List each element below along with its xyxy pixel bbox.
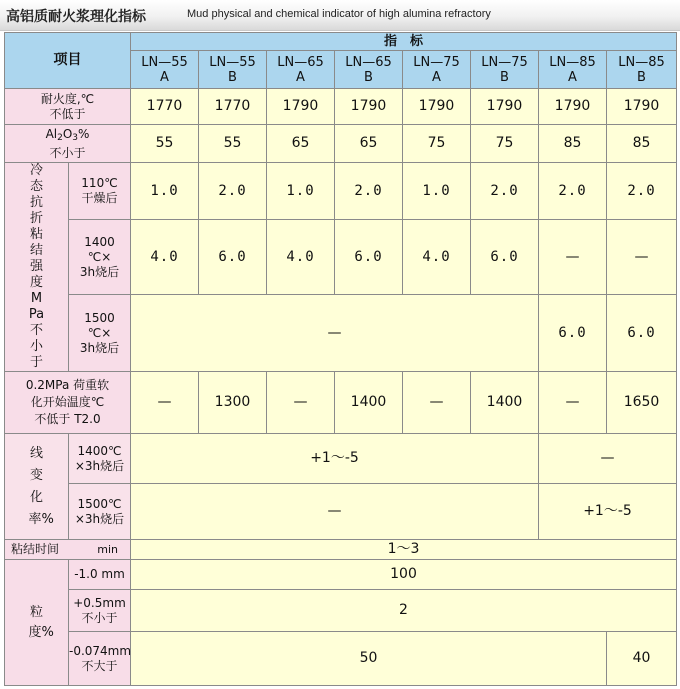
bond-time-label: 粘结时间 min — [5, 540, 131, 560]
table-cell: 1400 — [335, 372, 403, 434]
table-cell: 1770 — [199, 89, 267, 125]
model-header: LN—75 B — [471, 51, 539, 89]
table-cell: — — [539, 220, 607, 295]
header-indicator: 指 标 — [131, 33, 677, 51]
alumina-label: $Al_2O_3\%$ 不小于 — [5, 125, 131, 163]
table-cell: 85 — [607, 125, 677, 163]
model-header: LN—55 A — [131, 51, 199, 89]
granularity-3-label: -0.074mm 不大于 — [69, 632, 131, 686]
table-cell-merged: +1～-5 — [539, 484, 677, 540]
table-cell: 65 — [335, 125, 403, 163]
bond-1500-label: 1500 ℃× 3h烧后 — [69, 295, 131, 372]
table-cell: 4.0 — [403, 220, 471, 295]
table-cell: 2.0 — [335, 163, 403, 220]
model-header: LN—55 B — [199, 51, 267, 89]
softening-label: 0.2MPa 荷重软 化开始温度℃ 不低于 T2.0 — [5, 372, 131, 434]
table-cell: 1400 — [471, 372, 539, 434]
page-subtitle: Mud physical and chemical indicator of high alumina refractory — [187, 8, 491, 20]
table-cell: 65 — [267, 125, 335, 163]
table-cell: 2.0 — [539, 163, 607, 220]
table-cell: 75 — [403, 125, 471, 163]
table-cell: 1.0 — [267, 163, 335, 220]
table-cell-merged: — — [131, 295, 539, 372]
refractoriness-label: 耐火度,℃ 不低于 — [5, 89, 131, 125]
table-cell: 2.0 — [607, 163, 677, 220]
table-cell: — — [267, 372, 335, 434]
table-cell: 4.0 — [131, 220, 199, 295]
model-header: LN—65 B — [335, 51, 403, 89]
table-cell: 1.0 — [403, 163, 471, 220]
table-cell: 1790 — [607, 89, 677, 125]
table-cell: 6.0 — [471, 220, 539, 295]
table-cell: — — [403, 372, 471, 434]
bond-strength-group-label: 冷态抗折粘结强度MPa 不小于 — [5, 163, 69, 372]
granularity-2-label: +0.5mm 不小于 — [69, 590, 131, 632]
table-cell: 1300 — [199, 372, 267, 434]
table-cell: 1790 — [539, 89, 607, 125]
model-header: LN—85 A — [539, 51, 607, 89]
bond-110-label: 110℃ 干燥后 — [69, 163, 131, 220]
table-cell: 6.0 — [607, 295, 677, 372]
table-cell: 1650 — [607, 372, 677, 434]
model-header: LN—75 A — [403, 51, 471, 89]
table-cell: 4.0 — [267, 220, 335, 295]
table-cell: 1790 — [335, 89, 403, 125]
table-cell-merged: +1～-5 — [131, 434, 539, 484]
table-cell: 2.0 — [471, 163, 539, 220]
table-cell-merged: — — [131, 484, 539, 540]
table-cell: 6.0 — [199, 220, 267, 295]
table-cell: — — [539, 372, 607, 434]
table-cell: — — [607, 220, 677, 295]
table-cell: 1790 — [267, 89, 335, 125]
table-cell: — — [131, 372, 199, 434]
table-cell: 1.0 — [131, 163, 199, 220]
indicator-table — [4, 32, 677, 686]
granularity-1-label: -1.0 mm — [69, 560, 131, 590]
table-cell-merged: 2 — [131, 590, 677, 632]
table-cell: 85 — [539, 125, 607, 163]
table-cell: 75 — [471, 125, 539, 163]
table-cell-merged: 1～3 — [131, 540, 677, 560]
model-header: LN—85 B — [607, 51, 677, 89]
table-cell-merged: — — [539, 434, 677, 484]
linear-1500-label: 1500℃ ×3h烧后 — [69, 484, 131, 540]
table-cell: 40 — [607, 632, 677, 686]
table-cell: 1770 — [131, 89, 199, 125]
table-cell: 6.0 — [539, 295, 607, 372]
table-cell: 55 — [199, 125, 267, 163]
page-title: 高铝质耐火浆理化指标 — [6, 9, 146, 25]
table-cell-merged: 50 — [131, 632, 607, 686]
table-cell: 1790 — [403, 89, 471, 125]
header-item: 项目 — [5, 33, 131, 89]
model-header: LN—65 A — [267, 51, 335, 89]
table-cell: 2.0 — [199, 163, 267, 220]
linear-1400-label: 1400℃ ×3h烧后 — [69, 434, 131, 484]
linear-change-group-label: 线变化率% — [5, 434, 69, 540]
granularity-group-label: 粒度% — [5, 560, 69, 686]
table-cell-merged: 100 — [131, 560, 677, 590]
table-cell: 6.0 — [335, 220, 403, 295]
table-cell: 1790 — [471, 89, 539, 125]
title-bar — [0, 0, 680, 31]
table-cell: 55 — [131, 125, 199, 163]
bond-1400-label: 1400 ℃× 3h烧后 — [69, 220, 131, 295]
